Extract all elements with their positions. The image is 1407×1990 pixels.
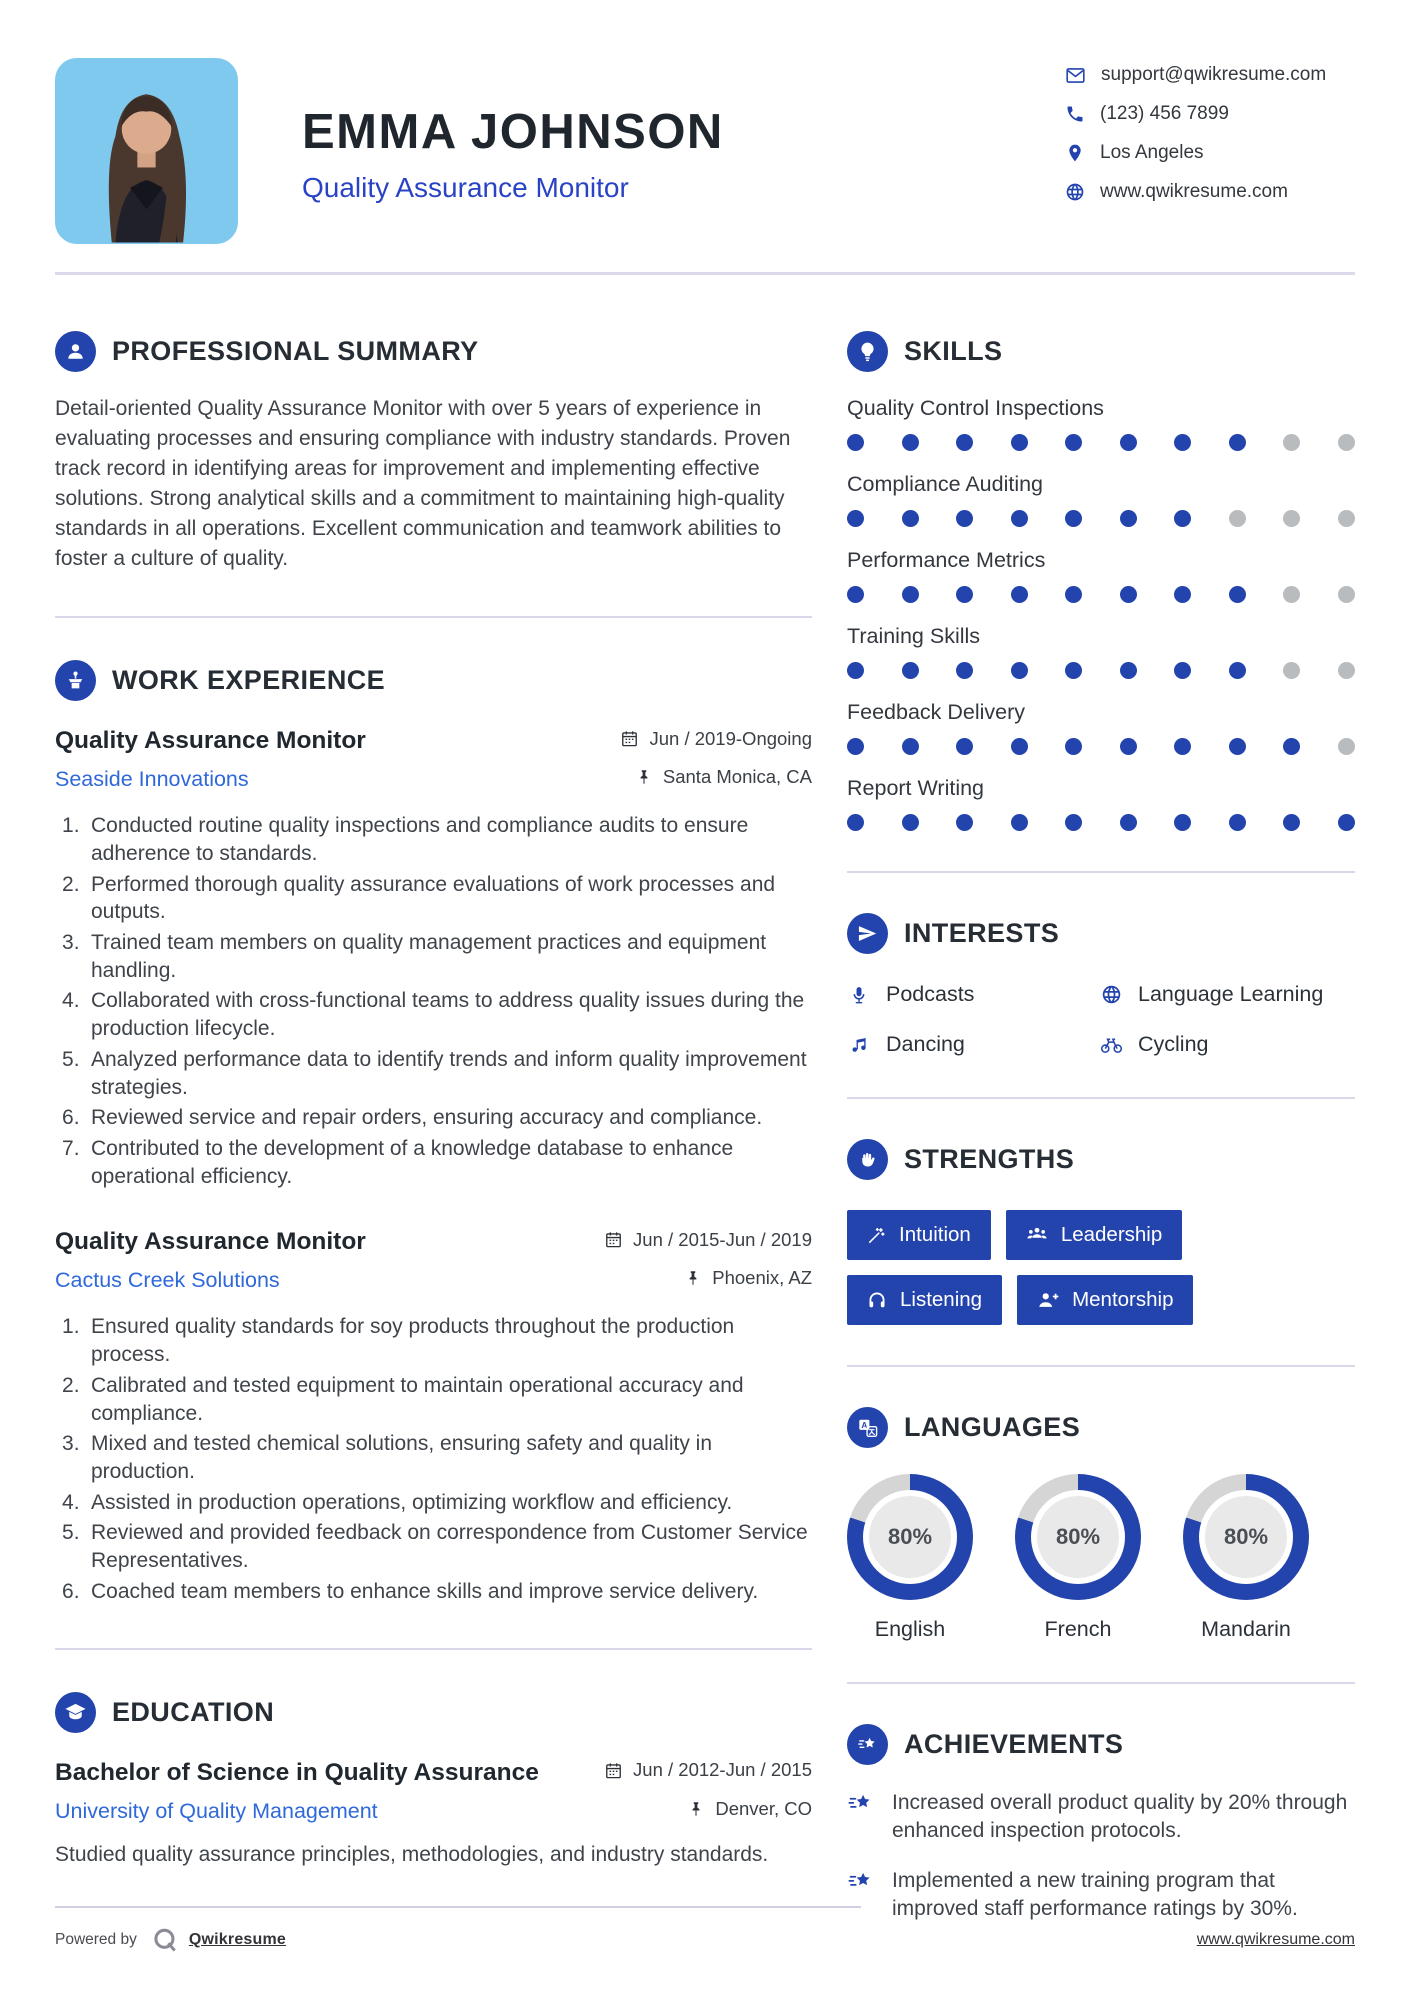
job-bullet: Trained team members on quality management practices and equipment handling. [91,930,767,982]
skill-row [847,472,1355,527]
skill-dot [956,814,973,831]
company-link[interactable]: Seaside Innovations [55,767,249,792]
skill-dot [1174,586,1191,603]
contact-email [1065,64,1355,86]
strengths-title: STRENGTHS [904,1144,1075,1174]
contact-phone-text: (123) 456 7899 [1100,103,1229,124]
skill-dot [1338,434,1355,451]
education-entry [55,1759,812,1869]
skill-name: Quality Control Inspections [847,396,1104,420]
job-title: Quality Assurance Monitor [55,727,366,755]
qwikresume-link[interactable]: Qwikresume [188,1931,287,1948]
language-donut [1015,1474,1141,1600]
achievement-text: Increased overall product quality by 20% through enhanced inspection protocols. [892,1791,1348,1843]
job-bullet: Assisted in production operations, optimizing workflow and efficiency. [91,1490,733,1514]
skill-dot [956,738,973,755]
pushpin-icon [635,768,653,786]
job-bullet: Coached team members to enhance skills and improve service delivery. [91,1579,759,1603]
skill-dot [1120,662,1137,679]
mentor-icon [1037,1289,1059,1311]
job-bullet: Performed thorough quality assurance evaluations of work processes and outputs. [91,872,776,924]
skill-dot [902,814,919,831]
job-bullet: Reviewed service and repair orders, ensuring accuracy and compliance. [91,1106,763,1130]
calendar-icon [604,1230,623,1249]
achievement-item [847,1789,1355,1845]
skill-dots [847,738,1355,755]
languages-title: LANGUAGES [904,1412,1081,1442]
interest-item [1099,982,1355,1007]
job-bullet: Calibrated and tested equipment to maintain operational accuracy and compliance. [91,1373,744,1425]
skill-dot [847,814,864,831]
shooting-star-icon [847,1724,888,1765]
strength-chip [1017,1275,1193,1325]
language-name: Mandarin [1201,1617,1291,1641]
skill-dot [1120,510,1137,527]
skill-dot [1065,434,1082,451]
skill-dot [1120,586,1137,603]
donut-hole [863,1490,957,1584]
education-date-text: Jun / 2012-Jun / 2015 [633,1759,812,1781]
skill-dot [1120,434,1137,451]
language-percent: 80% [1037,1496,1119,1578]
skill-dot [847,510,864,527]
skill-dot [956,434,973,451]
skill-name: Report Writing [847,776,985,800]
summary-title: PROFESSIONAL SUMMARY [112,336,479,366]
skill-dot [902,510,919,527]
job-location [635,766,812,788]
skill-dot [1065,662,1082,679]
calendar-icon [620,729,639,748]
language-percent: 80% [869,1496,951,1578]
language-donut [847,1474,973,1600]
person-name: EMMA JOHNSON [302,105,724,159]
degree-title: Bachelor of Science in Quality Assurance [55,1758,539,1786]
skill-dots [847,586,1355,603]
job-bullet: Ensured quality standards for soy products throughout the production process. [91,1315,735,1367]
fist-icon [847,1139,888,1180]
skill-dot [1229,510,1246,527]
skill-dot [1120,814,1137,831]
skill-dot [1283,662,1300,679]
education-location [687,1798,812,1820]
divider [847,1682,1355,1684]
job-bullet: Collaborated with cross-functional teams to address quality issues during the production lifecycle. [91,989,805,1041]
skill-dot [1283,738,1300,755]
header [55,58,1355,244]
job-date [604,1229,812,1251]
skill-dot [902,586,919,603]
contact-location-text: Los Angeles [1100,142,1204,163]
skill-dot [1174,510,1191,527]
skill-dot [1174,814,1191,831]
paper-plane-icon [847,913,888,954]
team-icon [1026,1224,1048,1246]
profile-photo [55,58,238,244]
skill-dot [1338,738,1355,755]
job-bullet: Reviewed and provided feedback on correspondence from Customer Service Representatives. [91,1521,808,1573]
skill-dots [847,434,1355,451]
language-name: French [1044,1617,1112,1641]
microphone-icon [847,985,871,1005]
strengths-section-head [847,1139,1355,1180]
job-bullet: Conducted routine quality inspections and compliance audits to ensure adherence to standards. [91,814,749,865]
skill-dot [1065,738,1082,755]
right-column [847,331,1355,1946]
skill-dot [1011,510,1028,527]
language-item [1015,1474,1141,1642]
contact-website-text: www.qwikresume.com [1100,181,1288,202]
skill-name: Training Skills [847,624,981,648]
skill-dots [847,814,1355,831]
location-pin-icon [1065,143,1085,163]
skill-dot [1011,662,1028,679]
achievements-list [847,1789,1355,1924]
globe-icon [1065,182,1085,202]
skill-row [847,624,1355,679]
strength-chip [847,1210,991,1260]
school-link[interactable]: University of Quality Management [55,1798,378,1823]
skill-dot [1229,434,1246,451]
phone-icon [1065,104,1085,124]
skill-dot [1338,586,1355,603]
skill-name: Compliance Auditing [847,472,1044,496]
language-name: English [874,1617,946,1641]
summary-section-head [55,331,812,372]
skills-title: SKILLS [904,336,1003,366]
skill-dot [847,662,864,679]
job-bullet: Contributed to the development of a knowledge database to enhance operational efficiency. [91,1137,734,1188]
interest-item [847,1032,1099,1057]
strength-label: Listening [900,1288,983,1311]
achievement-text: Implemented a new training program that improved staff performance ratings by 30%. [892,1869,1298,1921]
calendar-icon [604,1761,623,1780]
skills-list [847,396,1355,831]
job-location-text: Phoenix, AZ [712,1267,812,1289]
skill-dot [1011,586,1028,603]
header-divider [55,272,1355,275]
job-date [620,728,812,750]
skill-dot [847,738,864,755]
divider [55,616,812,618]
languages-section-head [847,1407,1355,1448]
skill-dot [847,586,864,603]
strength-chip [847,1275,1002,1325]
job-bullet: Mixed and tested chemical solutions, ensuring safety and quality in production. [91,1432,713,1484]
identity-block [302,58,724,204]
headphones-icon [867,1290,887,1310]
skill-dot [1229,814,1246,831]
skill-row [847,396,1355,451]
education-description: Studied quality assurance principles, methodologies, and industry standards. [55,1842,769,1866]
pushpin-icon [687,1800,705,1818]
person-job-title: Quality Assurance Monitor [302,172,629,203]
skill-dots [847,662,1355,679]
interests-title: INTERESTS [904,918,1060,948]
podium-icon [55,660,96,701]
contact-phone [1065,103,1355,125]
skill-dots [847,510,1355,527]
person-icon [55,331,96,372]
language-donut [1183,1474,1309,1600]
skill-dot [1283,814,1300,831]
svg-text:A: A [860,1420,867,1430]
contact-website [1065,181,1355,203]
education-title: EDUCATION [112,1696,275,1727]
job-bullets [55,1313,812,1605]
strengths-chips [847,1210,1317,1325]
education-section-head [55,1692,812,1733]
skill-dot [1174,662,1191,679]
achievements-section-head [847,1724,1355,1765]
left-column [55,331,812,1946]
star-badge-icon [847,1790,875,1845]
languages-list [847,1474,1355,1642]
job-location [684,1267,812,1289]
interest-label: Podcasts [886,982,975,1006]
job-entry [55,727,812,1190]
divider [847,1097,1355,1099]
skill-dot [1229,662,1246,679]
skill-row [847,776,1355,831]
divider [847,871,1355,873]
lightbulb-icon [847,331,888,372]
strength-label: Mentorship [1072,1288,1174,1311]
contact-location [1065,142,1355,164]
interest-item [847,982,1099,1007]
contact-email-text: support@qwikresume.com [1101,64,1327,85]
skill-name: Performance Metrics [847,548,1046,572]
donut-hole [1031,1490,1125,1584]
job-date-text: Jun / 2015-Jun / 2019 [633,1228,812,1250]
interest-label: Language Learning [1138,982,1324,1006]
skill-row [847,548,1355,603]
donut-hole [1199,1490,1293,1584]
work-title: WORK EXPERIENCE [112,665,386,696]
job-title: Quality Assurance Monitor [55,1228,366,1256]
skill-dot [1065,510,1082,527]
skill-dot [1011,814,1028,831]
translate-icon [847,1407,888,1448]
skill-dot [1174,738,1191,755]
contact-block [1065,58,1355,203]
skill-dot [1338,662,1355,679]
qwikresume-logo-icon [151,1926,179,1954]
skill-name: Feedback Delivery [847,700,1026,724]
music-note-icon [847,1035,871,1055]
skill-dot [1011,738,1028,755]
globe-icon [1099,984,1123,1005]
magic-wand-icon [867,1226,886,1245]
education-date [604,1759,812,1781]
skill-dot [902,738,919,755]
skills-section-head [847,331,1355,372]
skill-dot [1065,586,1082,603]
interests-section-head [847,913,1355,954]
graduation-cap-icon [55,1692,96,1733]
education-location-text: Denver, CO [715,1797,812,1819]
skill-dot [1283,586,1300,603]
skill-dot [902,434,919,451]
achievements-title: ACHIEVEMENTS [904,1729,1124,1759]
skill-dot [847,434,864,451]
interest-label: Dancing [886,1032,965,1056]
job-bullets [55,812,812,1190]
skill-row [847,700,1355,755]
skill-dot [1011,434,1028,451]
interest-item [1099,1032,1355,1057]
skill-dot [1338,510,1355,527]
interests-grid [847,982,1355,1057]
strength-chip [1006,1210,1182,1260]
language-item [1183,1474,1309,1642]
work-section-head [55,660,812,701]
skill-dot [1229,586,1246,603]
skill-dot [1283,510,1300,527]
strength-label: Leadership [1060,1223,1163,1246]
job-entry [55,1228,812,1605]
envelope-icon [1065,65,1086,86]
divider [847,1365,1355,1367]
job-date-text: Jun / 2019-Ongoing [649,727,812,749]
footer [55,1906,1355,1955]
skill-dot [902,662,919,679]
language-percent: 80% [1205,1496,1287,1578]
skill-dot [956,510,973,527]
bicycle-icon [1099,1033,1123,1056]
strength-label: Intuition [899,1223,971,1246]
company-link[interactable]: Cactus Creek Solutions [55,1268,280,1293]
skill-dot [1174,434,1191,451]
interest-label: Cycling [1138,1032,1209,1056]
divider [55,1648,812,1650]
powered-by-text: Powered by [55,1931,137,1948]
portrait-illustration [55,58,238,244]
footer-website-link[interactable]: www.qwikresume.com [1196,1931,1355,1948]
skill-dot [1338,814,1355,831]
language-item [847,1474,973,1642]
pushpin-icon [684,1269,702,1287]
skill-dot [1229,738,1246,755]
skill-dot [1065,814,1082,831]
summary-text: Detail-oriented Quality Assurance Monitor with over 5 years of experience in evaluating processes and ensuring compliance with industry standards. Proven track record in identifying areas for improvement and implementing effective solutions. Strong analytical skills and a commitment to maintaining high-quality standards in all operations. Excellent communication and teamwork abilities to foster a culture of quality. [55,397,791,571]
job-bullet: Analyzed performance data to identify trends and inform quality improvement strategies. [91,1047,807,1099]
skill-dot [956,586,973,603]
skill-dot [956,662,973,679]
job-location-text: Santa Monica, CA [662,766,812,788]
footer-divider [55,1906,861,1909]
skill-dot [1120,738,1137,755]
skill-dot [1283,434,1300,451]
